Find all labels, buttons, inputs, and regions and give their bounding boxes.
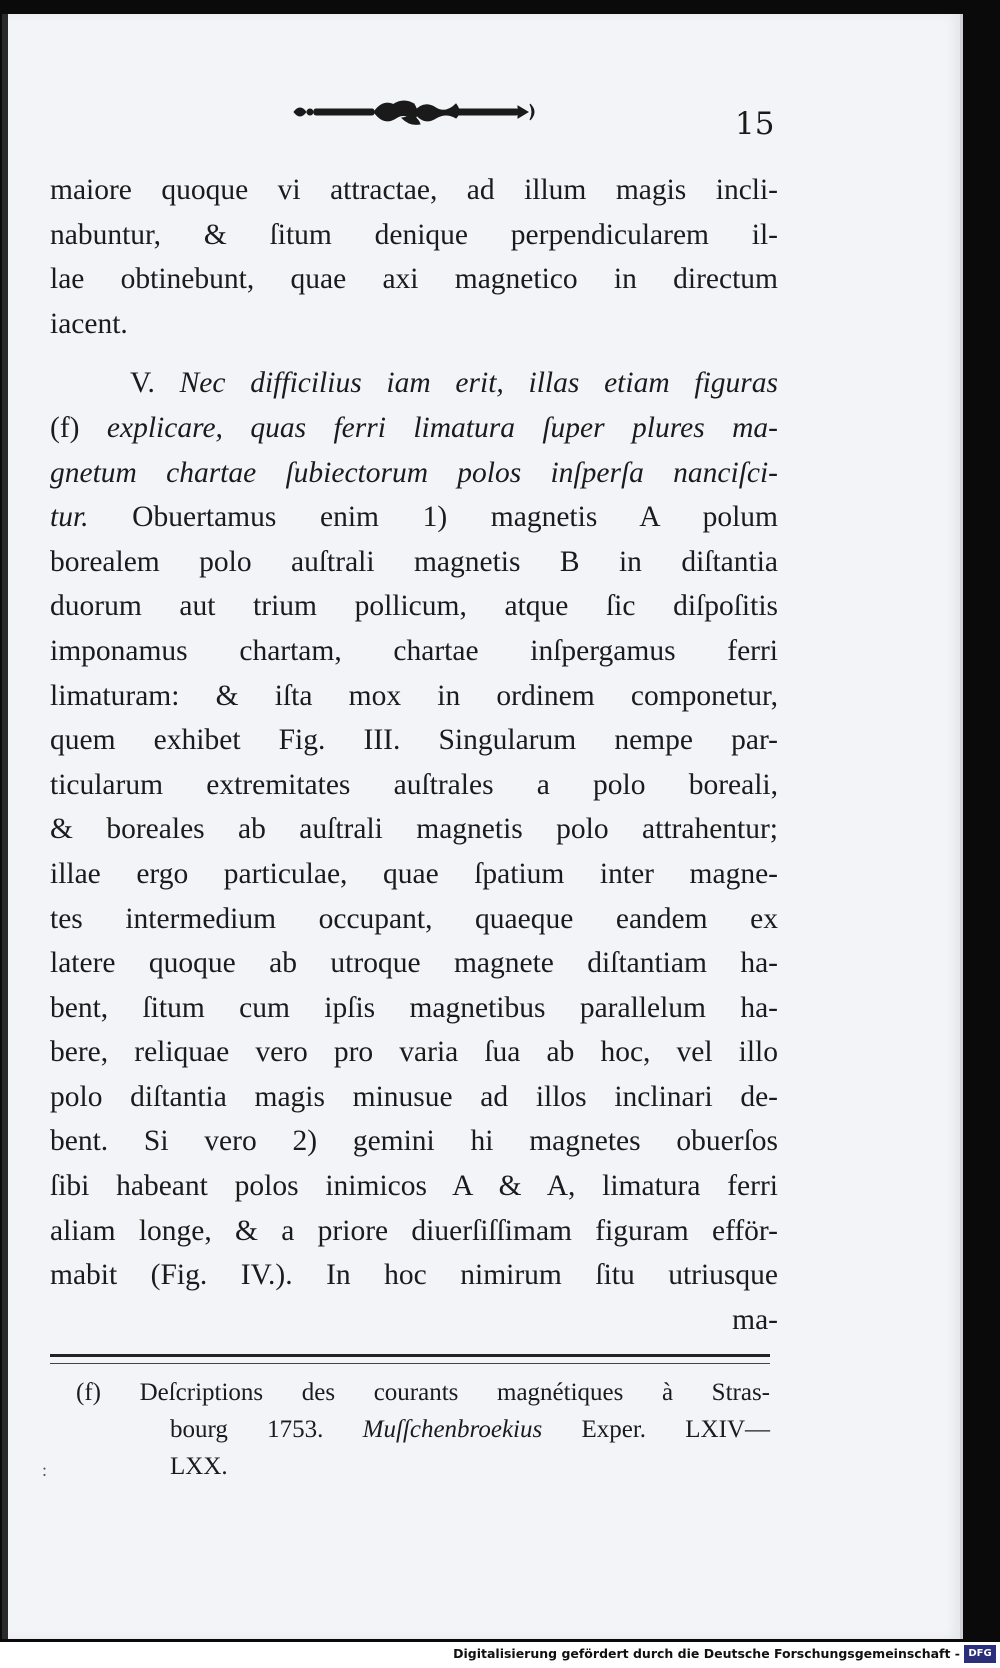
dfg-logo-icon: DFG [964,1645,996,1663]
body-line [50,674,778,719]
body-line [50,213,778,258]
footnote-text-run: Exper. LXIV— [542,1416,770,1443]
body-text-run: (f) [50,411,107,444]
footnote-text-run: (f) Deſcriptions des courants magnétiques à Stras- [76,1379,770,1406]
body-line [50,168,778,213]
body-line [50,1075,778,1120]
footer-credit-text: Digitalisierung gefördert durch die Deutsche Forschungsgemeinschaft - [453,1646,960,1661]
body-text-run: illae ergo particulae, quae ſpatium inter magne- [50,857,778,890]
body-text-run: mabit (Fig. IV.). In hoc nimirum ſitu utriusque [50,1259,778,1292]
body-line [50,257,778,302]
body-text-run: Nec difficilius iam erit, illas etiam figuras [179,367,778,400]
footnote-block [50,1374,770,1485]
body-text-run: maiore quoque vi attractae, ad illum magis incli- [50,174,778,206]
footnote-line [50,1374,770,1411]
body-text-run: aliam longe, & a priore diuerſiſſimam figuram efför- [50,1214,778,1247]
body-line [50,897,778,942]
body-line [50,406,778,451]
footnote-margin-mark: : [42,1460,48,1480]
body-text-run: explicare, quas ferri limatura ſuper plures ma- [106,411,778,444]
body-line [50,540,778,585]
page-number: 15 [735,106,775,142]
body-text-run: limaturam: & iſta mox in ordinem componetur, [50,679,778,712]
body-line [50,807,778,852]
body-line [50,986,778,1031]
footnote-line [50,1448,770,1485]
body-line [50,629,778,674]
body-line [50,718,778,763]
body-text-run: latere quoque ab utroque magnete diſtantiam ha- [50,947,778,980]
body-text-run: nabuntur, & ſitum denique perpendicularem il- [50,218,778,251]
body-text-run: & boreales ab auſtrali magnetis polo attrahentur; [50,813,778,846]
body-text-run: gnetum chartae ſubiectorum polos inſperſa nanciſci- [50,456,778,489]
body-line [50,495,778,540]
body-line [50,1030,778,1075]
body-line [50,302,778,347]
body-line [50,941,778,986]
body-line [50,451,778,496]
body-text-run: tur. [50,501,89,534]
body-text-run: ma- [732,1303,778,1336]
body-text-run: quem exhibet Fig. III. Singularum nempe par- [50,724,778,757]
main-text-block [50,168,778,1342]
body-line [50,763,778,808]
body-text-run: borealem polo auſtrali magnetis B in diſtantia [50,545,778,578]
body-line [50,584,778,629]
body-text-run: tes intermedium occupant, quaeque eandem ex [50,902,778,935]
body-line [50,1253,778,1298]
body-line [50,1119,778,1164]
body-text-run: polo diſtantia magis minusue ad illos inclinari de- [50,1080,778,1113]
body-line [50,1164,778,1209]
body-text-run: duorum aut trium pollicum, atque ſic diſpoſitis [50,590,778,623]
footnote-text-run: LXX. [170,1453,228,1480]
body-text-run: imponamus chartam, chartae inſpergamus ferri [50,634,778,667]
body-text-run: V. [130,367,180,400]
body-line [50,361,778,406]
body-text-run: iacent. [50,307,128,340]
digitization-footer [0,1642,1000,1668]
body-line [50,1298,778,1343]
body-text-run: bent. Si vero 2) gemini hi magnetes obuerſos [50,1125,778,1158]
body-text-run: bent, ſitum cum ipſis magnetibus parallelum ha- [50,991,778,1024]
footnote-separator-rule [50,1354,770,1364]
body-text-run: Obuertamus enim 1) magnetis A polum [88,501,778,534]
page-gutter-edge [2,14,8,1639]
body-text-run: bere, reliquae vero pro varia ſua ab hoc, vel illo [50,1036,778,1069]
footnote-line [50,1411,770,1448]
footnote-text-run: bourg 1753. [170,1416,363,1443]
body-line [50,852,778,897]
body-line [50,1209,778,1254]
body-text-run: ticularum extremitates auſtrales a polo boreali, [50,768,778,801]
footnote-text-run: Muſſchenbroekius [362,1416,543,1443]
decorative-headpiece-ornament-icon [292,98,544,126]
body-text-run: lae obtinebunt, quae axi magnetico in directum [50,263,778,296]
body-text-run: ſibi habeant polos inimicos A & A, limatura ferri [50,1170,778,1203]
